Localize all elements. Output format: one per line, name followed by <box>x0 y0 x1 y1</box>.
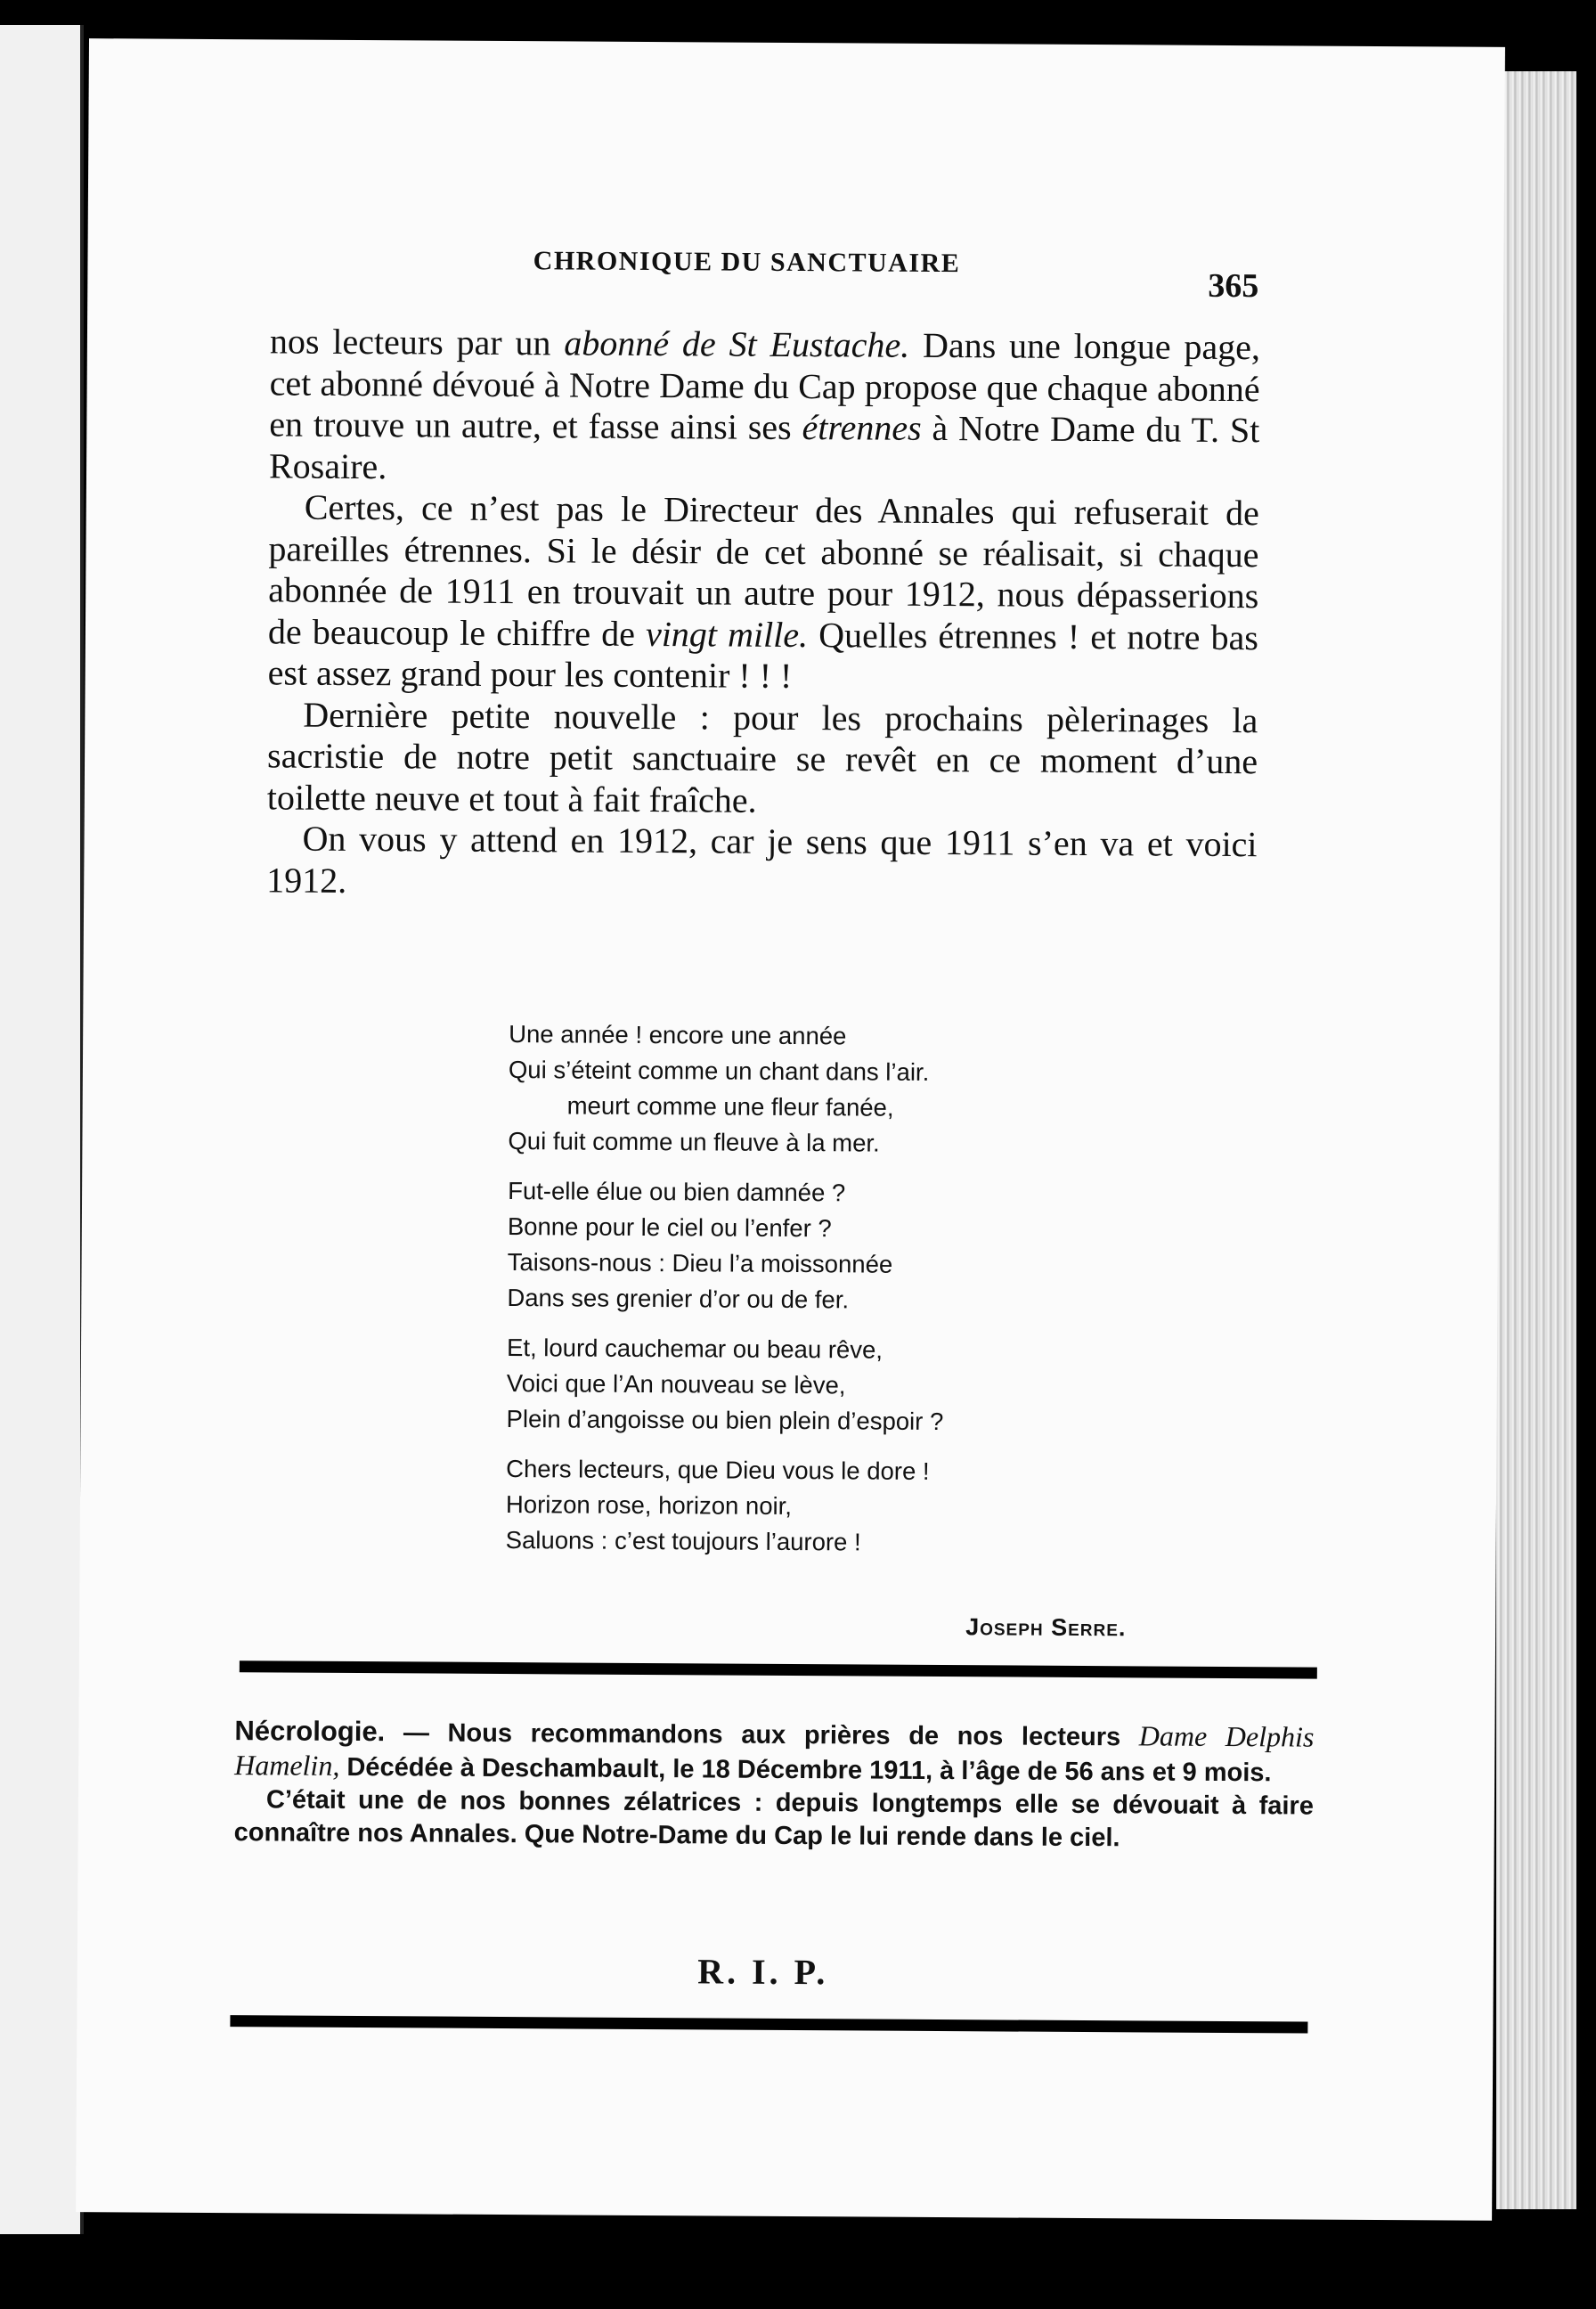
necrology-paragraph-2: C’était une de nos bonnes zélatrices : depuis longtemps elle se dévouait à faire connaître nos Annales. Que Notre-Dame du Cap le lui rende dans le ciel. <box>233 1785 1315 1853</box>
running-title: CHRONIQUE DU SANCTUAIRE <box>533 246 961 279</box>
stanza-2 <box>507 1173 1149 1319</box>
poem-line: Chers lecteurs, que Dieu vous le dore ! <box>506 1455 930 1485</box>
p1-text-c: Dans une longue page, cet abonné dévoué à Notre Dame du Cap propose que chaque abonné en trouve un autre, et fasse ainsi ses <box>269 324 1261 448</box>
necrology-text-b: Décédée à Deschambault, le 18 Décembre 1911, à l’âge de 56 ans et 9 mois. <box>339 1752 1272 1788</box>
poem-line: Et, lourd cauchemar ou beau rêve, <box>506 1334 884 1364</box>
p1-text-a: nos lecteurs par un <box>269 321 565 363</box>
necrology-heading: Nécrologie. <box>234 1715 386 1748</box>
chronicle-text <box>266 321 1260 907</box>
book-page <box>76 38 1505 2221</box>
paragraph-4: On vous y attend en 1912, car je sens que 1911 s’en va et voici 1912. <box>266 818 1258 901</box>
p1-text-e: à Notre Dame du T. St Rosaire. <box>268 407 1260 486</box>
p2-text-c: Quelles étrennes ! et notre bas est assez grand pour les contenir ! ! ! <box>267 614 1259 696</box>
poem-line: Voici que l’An nouveau se lève, <box>506 1369 846 1399</box>
poem-line: meurt comme une fleur fanée, <box>566 1091 894 1122</box>
poem-line: Taisons-nous : Dieu l’a moissonnée <box>507 1248 893 1278</box>
paragraph-3: Dernière petite nouvelle : pour les prochains pèlerinages la sacristie de notre petit sanctuaire se revêt en ce moment d’une toilette neuve et tout à fait fraîche. <box>266 694 1258 820</box>
necrology-text-a: — Nous recommandons aux prières de nos lecteurs <box>385 1718 1139 1752</box>
necrology-notice <box>234 1714 1315 1856</box>
facing-page-edge <box>0 25 84 2234</box>
page-number: 365 <box>1208 266 1259 306</box>
p2-text-a: Certes, ce n’est pas le Directeur des Annales qui refuserait de pareilles étrennes. Si le désir de cet abonné se réalisait, si chaque abonnée de 1911 en trouvait un autre pour 1912, nous dépasserions de beaucoup le chiffre de <box>267 486 1259 654</box>
paragraph-1 <box>269 321 1260 493</box>
poem-line: Qui fuit comme un fleuve à la mer. <box>508 1127 880 1157</box>
poem <box>506 1016 1151 1576</box>
poem-line: Dans ses grenier d’or ou de fer. <box>507 1284 850 1314</box>
poem-line: Une année ! encore une année <box>509 1020 847 1050</box>
divider-rule-top <box>240 1660 1317 1678</box>
p2-italic-count: vingt mille. <box>645 613 809 655</box>
poem-line: Bonne pour le ciel ou l’enfer ? <box>507 1212 832 1243</box>
poem-line: Fut-elle élue ou bien damnée ? <box>508 1177 846 1207</box>
poem-line: Saluons : c’est toujours l’aurore ! <box>505 1526 861 1556</box>
divider-rule-bottom <box>230 2015 1307 2033</box>
p1-italic-etrennes: étrennes <box>802 407 922 448</box>
rip-line: R. I. P. <box>697 1951 829 1993</box>
poem-signature: Joseph Serre. <box>965 1613 1127 1642</box>
necrology-paragraph-1 <box>234 1714 1314 1790</box>
poem-line: Plein d’angoisse ou bien plein d’espoir ? <box>506 1405 944 1436</box>
stanza-1 <box>508 1016 1150 1163</box>
poem-line: Qui s’éteint comme un chant dans l’air. <box>508 1056 930 1086</box>
p1-italic-subscriber: abonné de St Eustache. <box>564 322 910 365</box>
paragraph-2 <box>268 486 1259 699</box>
stanza-4 <box>506 1451 1148 1562</box>
poem-line: Horizon rose, horizon noir, <box>505 1490 793 1520</box>
page-stack-edges <box>1496 71 1576 2209</box>
deceased-name: Dame Delphis Hamelin, <box>234 1719 1315 1782</box>
stanza-3 <box>506 1330 1148 1440</box>
